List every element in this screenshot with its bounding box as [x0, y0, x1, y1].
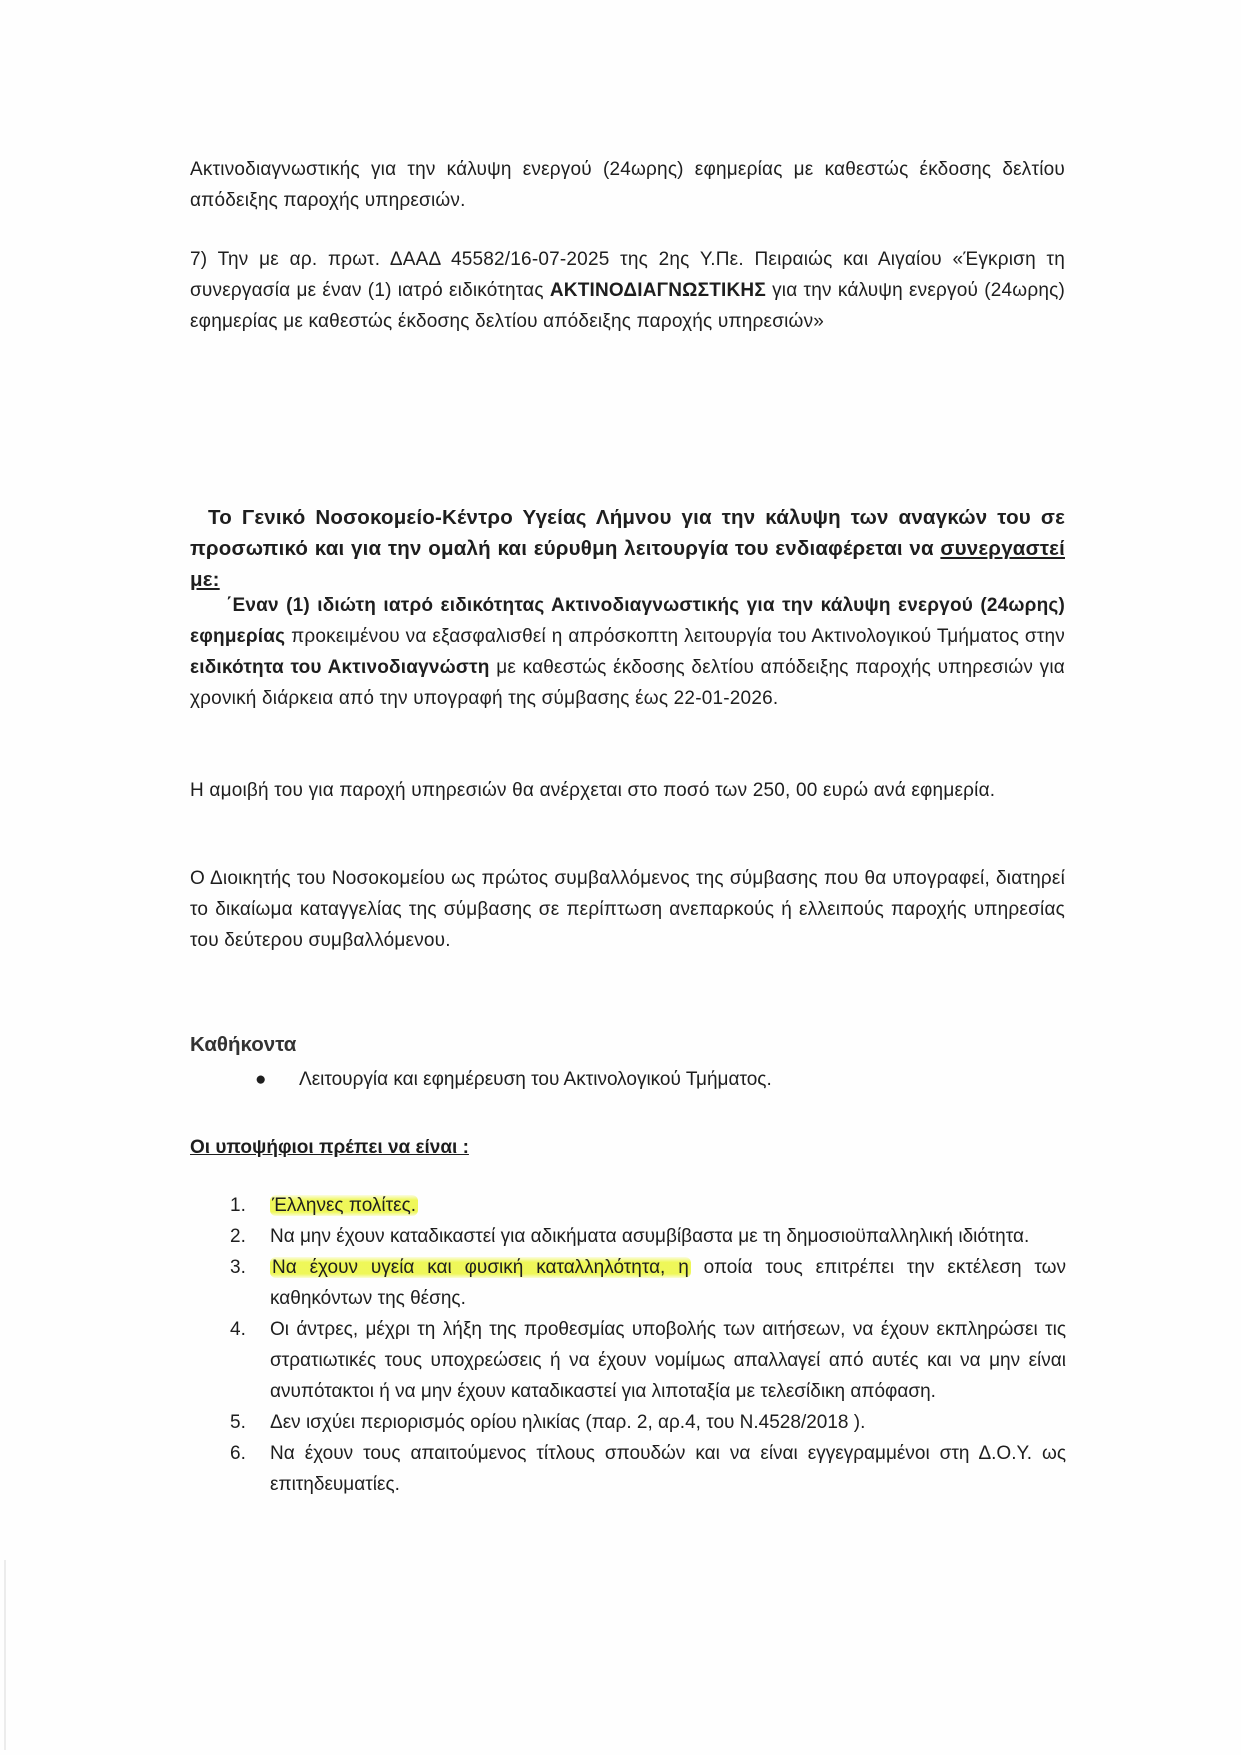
- scan-edge-mark: [4, 1560, 6, 1750]
- requirement-text: Οι άντρες, μέχρι τη λήξη της προθεσμίας υποβολής των αιτήσεων, να έχουν εκπληρώσει τις στρατιωτικές τους υποχρεώσεις ή να έχουν νομίμως απαλλαγεί από αυτές και να μην είναι ανυπότακτοι ή να μην έχουν καταδικαστεί για λιποταξία με τελεσίδικη απόφαση.: [270, 1319, 1066, 1402]
- requirement-item: [230, 1221, 1066, 1252]
- paragraph-continuation: Ακτινοδιαγνωστικής για την κάλυψη ενεργού (24ωρης) εφημερίας με καθεστώς έκδοσης δελτίου απόδειξης παροχής υπηρεσιών.: [190, 159, 1065, 211]
- requirement-number: 6.: [230, 1443, 246, 1464]
- requirement-item: [230, 1190, 1066, 1221]
- highlighted-text: Έλληνες πολίτες.: [272, 1195, 417, 1216]
- duty-item-text: Λειτουργία και εφημέρευση του Ακτινολογικού Τμήματος.: [299, 1069, 772, 1090]
- requirement-text: Δεν ισχύει περιορισμός ορίου ηλικίας (παρ. 2, αρ.4, του Ν.4528/2018 ).: [270, 1412, 866, 1433]
- need-paragraph: [190, 590, 1065, 714]
- requirement-number: 2.: [230, 1226, 246, 1247]
- admin-paragraph: Ο Διοικητής του Νοσοκομείου ως πρώτος συμβαλλόμενος της σύμβασης που θα υπογραφεί, διατηρεί το δικαίωμα καταγγελίας της σύμβασης σε περίπτωση ανεπαρκούς ή ελλειπούς παροχής υπηρεσίας του δεύτερου συμβαλλόμενου.: [190, 868, 1065, 951]
- requirement-item: [230, 1438, 1066, 1500]
- duty-item: [255, 1064, 772, 1095]
- requirement-item: [230, 1252, 1066, 1314]
- requirement-number: 5.: [230, 1412, 246, 1433]
- requirement-number: 1.: [230, 1195, 246, 1216]
- reference-7-paragraph: [190, 244, 1065, 337]
- need-text-1: προκειμένου να εξασφαλισθεί η απρόσκοπτη λειτουργία του Ακτινολογικού Τμήματος στην: [285, 626, 1065, 647]
- requirement-text: Να μην έχουν καταδικαστεί για αδικήματα ασυμβίβαστα με τη δημοσιοϋπαλληλική ιδιότητα.: [270, 1226, 1030, 1247]
- reference-7-text-end: για την κάλυψη ενεργού (24ωρης) εφημερίας με καθεστώς έκδοσης δελτίου απόδειξης παροχής υπηρεσιών»: [190, 280, 1066, 332]
- requirement-number: 4.: [230, 1319, 246, 1340]
- need-bold-lead: ΄Εναν (1) ιδιώτη ιατρό ειδικότητας Ακτινοδιαγνωστικής για την κάλυψη ενεργού (24ωρης) εφημερίας: [190, 595, 1065, 647]
- bullet-icon: ●: [255, 1069, 267, 1090]
- highlighted-text: Να έχουν υγεία και φυσική καταλληλότητα, η: [272, 1257, 689, 1278]
- need-text-2: με καθεστώς έκδοσης δελτίου απόδειξης παροχής υπηρεσιών για χρονική διάρκεια από την υπογραφή της σύμβασης έως 22-01-2026.: [190, 657, 1065, 709]
- candidates-heading: Οι υποψήφιοι πρέπει να είναι :: [190, 1137, 469, 1158]
- requirement-item: [230, 1314, 1066, 1407]
- requirements-list: [230, 1190, 1066, 1500]
- requirement-number: 3.: [230, 1257, 246, 1278]
- organization-statement: [190, 502, 1065, 595]
- requirement-text: Να έχουν τους απαιτούμενος τίτλους σπουδών και να είναι εγγεγραμμένοι στη Δ.Ο.Υ. ως επιτηδευματίες.: [270, 1443, 1066, 1495]
- reference-7-text: 7) Την με αρ. πρωτ. ΔΑΑΔ 45582/16-07-2025 της 2ης Υ.Πε. Πειραιώς και Αιγαίου «Έγκριση τη συνεργασία με έναν (1) ιατρό ειδικότητας: [190, 249, 1065, 301]
- fee-paragraph: Η αμοιβή του για παροχή υπηρεσιών θα ανέρχεται στο ποσό των 250, 00 ευρώ ανά εφημερία.: [190, 780, 996, 801]
- requirement-item: [230, 1407, 1066, 1438]
- reference-7-specialty: ΑΚΤΙΝΟΔΙΑΓΝΩΣΤΙΚΗΣ: [549, 280, 766, 301]
- duties-heading: Καθήκοντα: [190, 1033, 297, 1056]
- need-bold-specialty: ειδικότητα του Ακτινοδιαγνώστη: [190, 657, 490, 678]
- organization-statement-text: Το Γενικό Νοσοκομείο-Κέντρο Υγείας Λήμνου για την κάλυψη των αναγκών του σε προσωπικό και για την ομαλή και εύρυθμη λειτουργία του ενδιαφέρεται να: [190, 506, 1065, 560]
- organization-statement-underlined: συνεργαστεί με:: [190, 537, 1065, 591]
- requirement-text: οποία τους επιτρέπει την εκτέλεση των καθηκόντων της θέσης.: [270, 1257, 1066, 1309]
